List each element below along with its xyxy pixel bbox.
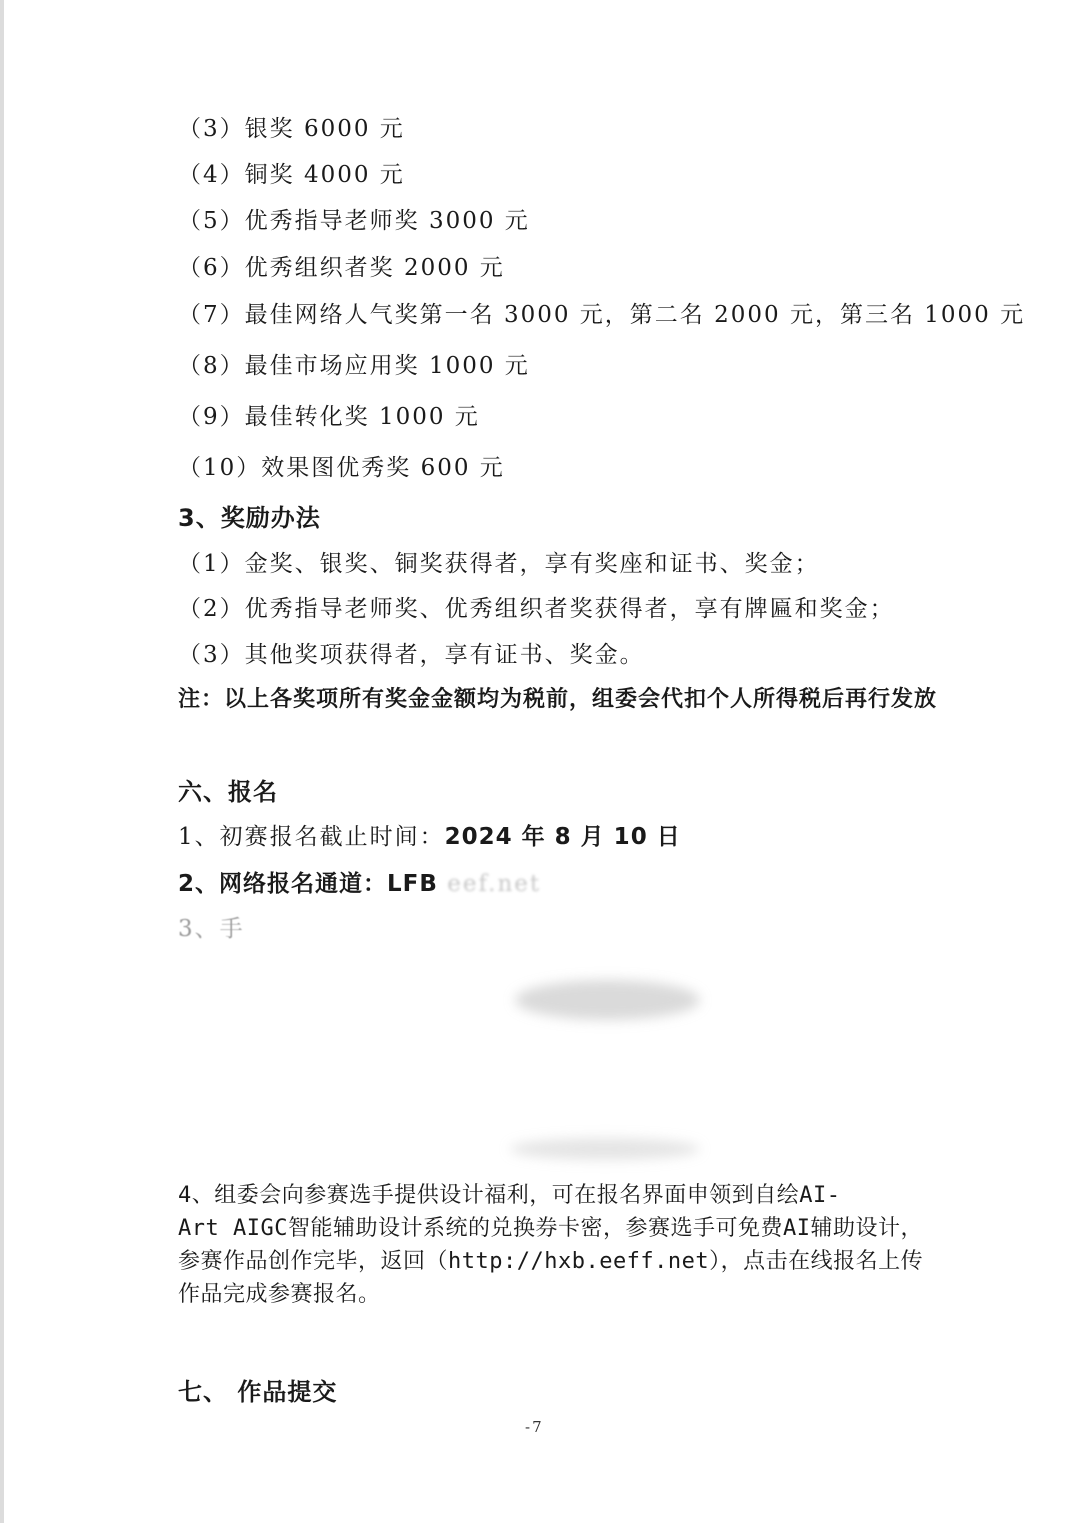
page-edge bbox=[0, 0, 4, 1523]
online-channel-url: eef.net bbox=[447, 871, 542, 897]
benefit-line-2: Art AIGC智能辅助设计系统的兑换券卡密，参赛选手可免费AI辅助设计， bbox=[178, 1216, 923, 1241]
reward-heading: 3、奖励办法 bbox=[178, 504, 321, 532]
prize-line-teacher: （5）优秀指导老师奖 3000 元 bbox=[178, 208, 530, 234]
prize-line-popularity: （7）最佳网络人气奖第一名 3000 元，第二名 2000 元，第三名 1000 元 bbox=[178, 302, 1026, 328]
page-number: -7 bbox=[525, 1418, 544, 1436]
online-channel-label: 2、网络报名通道：LFB bbox=[178, 871, 438, 897]
reward-line-2: （2）优秀指导老师奖、优秀组织者奖获得者，享有牌匾和奖金； bbox=[178, 596, 895, 622]
reward-line-3: （3）其他奖项获得者，享有证书、奖金。 bbox=[178, 642, 645, 668]
reward-line-1: （1）金奖、银奖、铜奖获得者，享有奖座和证书、奖金； bbox=[178, 551, 820, 577]
benefit-line-4: 作品完成参赛报名。 bbox=[178, 1282, 381, 1307]
online-channel bbox=[178, 869, 541, 899]
prize-line-market: （8）最佳市场应用奖 1000 元 bbox=[178, 353, 530, 379]
manual-channel: 3、手 bbox=[178, 916, 245, 942]
section-7-title: 七、 作品提交 bbox=[178, 1378, 338, 1406]
benefit-line-1: 4、组委会向参赛选手提供设计福利，可在报名界面申领到自绘AI- bbox=[178, 1183, 841, 1208]
redacted-caption-smudge bbox=[510, 1138, 700, 1160]
deadline-value: 2024 年 8 月 10 日 bbox=[444, 824, 681, 850]
prize-line-silver: （3）银奖 6000 元 bbox=[178, 116, 405, 142]
registration-deadline bbox=[178, 822, 681, 852]
prize-line-organizer: （6）优秀组织者奖 2000 元 bbox=[178, 255, 505, 281]
prize-line-conversion: （9）最佳转化奖 1000 元 bbox=[178, 404, 480, 430]
benefit-line-3: 参赛作品创作完毕，返回（http://hxb.eeff.net），点击在线报名上传 bbox=[178, 1249, 924, 1274]
redacted-qr-smudge bbox=[515, 980, 700, 1020]
tax-note: 注：以上各奖项所有奖金金额均为税前，组委会代扣个人所得税后再行发放 bbox=[178, 687, 938, 712]
prize-line-bronze: （4）铜奖 4000 元 bbox=[178, 162, 405, 188]
section-6-title: 六、报名 bbox=[178, 778, 278, 806]
prize-line-render: （10）效果图优秀奖 600 元 bbox=[178, 455, 505, 481]
deadline-label: 1、初赛报名截止时间： bbox=[178, 824, 445, 850]
